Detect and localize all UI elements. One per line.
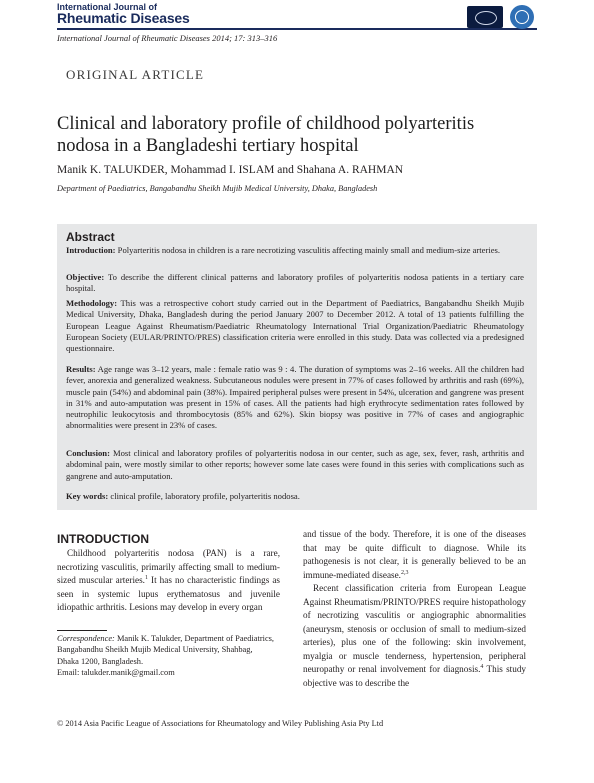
intro-right-p1-text: and tissue of the body. Therefore, it is one of the diseases that may be quite difficult to diagnose. While its pathogenesis is not clear, it is generally believed to be an immune-mediated disease. — [303, 529, 526, 580]
article-title-line-1: Clinical and laboratory profile of childhood polyarteritis — [57, 114, 475, 134]
affiliation: Department of Paediatrics, Bangabandhu Sheikh Mujib Medical University, Dhaka, Bangladesh — [57, 184, 378, 193]
journal-name: Rheumatic Diseases — [57, 10, 190, 26]
correspondence-email[interactable]: Email: talukder.manik@gmail.com — [57, 667, 175, 677]
abstract-conclusion — [66, 448, 524, 482]
abstract-results — [66, 364, 524, 432]
intro-right-p2-text-b: This study objective was to describe the — [303, 664, 527, 688]
abstract-heading: Abstract — [66, 230, 115, 244]
intro-p1-text-b: It has no characteristic findings as seen in systemic lupus erythematosus and juvenile idiopathic arthritis. Lesions may develop in every organ — [57, 575, 280, 612]
introduction-paragraph-2 — [303, 582, 526, 690]
abstract-introduction-text: Polyarteritis nodosa in children is a rare necrotizing vasculitis affecting mainly small and medium-size arteries. — [115, 245, 501, 255]
intro-right-p2-text-a: Recent classification criteria from European League Against Rheumatism/PRINTO/PRES require histopathology of necrotizing vasculitis or angiographic abnormalities (aneurysm, stenosis or occlusion of small to medium-sized arteries), plus one of the following: skin involvement, myalgia or muscle tenderness, hypertension, peripheral neuropathy or renal involvement for diagnosis. — [303, 583, 526, 674]
abstract-conclusion-label: Conclusion: — [66, 448, 110, 458]
article-title — [57, 113, 537, 157]
abstract-objective-label: Objective: — [66, 272, 105, 282]
apla-logo-icon — [467, 6, 503, 28]
abstract-methodology-text: This was a retrospective cohort study carried out in the Department of Paediatrics, Bangabandhu Sheikh Mujib Medical University, Dhaka, Bangladesh during the period January 2007 to December 2012. A total of 13 patients fulfilling the European League Against Rheumatism/Paediatric Rheumatology International Trial Organization/Paediatric Rheumatology European Society (EULAR/PRINTO/PRES) classification criteria were enrolled in this study. Data was collected via a predesigned questionnaire. — [66, 298, 524, 354]
introduction-paragraph-1 — [57, 547, 280, 615]
header-rule — [57, 28, 537, 30]
correspondence-line-2: Bangabandhu Sheikh Mujib Medical University, Shahbag, — [57, 645, 253, 655]
journal-name-prefix: International Journal of — [57, 2, 158, 12]
correspondence-line-3: Dhaka 1200, Bangladesh. — [57, 656, 144, 666]
citation-ref-4[interactable]: 4 — [480, 663, 484, 670]
abstract-objective — [66, 272, 524, 295]
correspondence-name: Manik K. Talukder, Department of Paediatrics, — [114, 634, 275, 643]
abstract-objective-text: To describe the different clinical patterns and laboratory profiles of polyarteritis nodosa patients in a tertiary care hospital. — [66, 272, 524, 294]
copyright-footer: © 2014 Asia Pacific League of Associations for Rheumatology and Wiley Publishing Asia Pty Ltd — [57, 719, 384, 728]
abstract-conclusion-text: Most clinical and laboratory profiles of polyarteritis nodosa in our center, such as age, sex, fever, rash, arthritis and abdominal pain, were mostly similar to other reports; however some late cases were found in this series with complications such as gangrene and auto-amputation. — [66, 448, 524, 481]
correspondence — [57, 633, 297, 678]
abstract-methodology — [66, 298, 524, 354]
abstract-methodology-label: Methodology: — [66, 298, 118, 308]
correspondence-rule — [57, 630, 107, 631]
keywords-label: Key words: — [66, 491, 109, 501]
intro-p1-text-a: Childhood polyarteritis nodosa (PAN) is a rare, necrotizing vasculitis, primarily affecting small to medium-sized muscular arteries. — [57, 548, 280, 585]
abstract-results-text: Age range was 3–12 years, male : female ratio was 9 : 4. The duration of symptoms was 2–16 weeks. All the children had fever, anorexia and generalized weakness. Subcutaneous nodules were present in 77% of cases followed by arthritis and rash (69%), muscle pain (54%) and abdominal pain (38%). Impaired peripheral pulses were present in 54%, ulceration and gangrene was present in 31% and auto-amputation was present in 15% of cases. All the patients had high erythrocyte sedimentation rates followed by neutrophilic leukocytosis and thrombocytosis (85% and 62%). Skin biopsy was positive in 77% of cases and angiographic abnormalities were present in 23% of cases. — [66, 364, 524, 431]
abstract-results-label: Results: — [66, 364, 96, 374]
introduction-heading: INTRODUCTION — [57, 532, 149, 546]
citation-ref-1[interactable]: 1 — [144, 574, 148, 581]
correspondence-label: Correspondence: — [57, 634, 115, 643]
citation: International Journal of Rheumatic Diseases 2014; 17: 313–316 — [57, 33, 278, 43]
introduction-right-column — [303, 528, 526, 690]
authors: Manik K. TALUKDER, Mohammad I. ISLAM and Shahana A. RAHMAN — [57, 164, 404, 176]
article-title-line-2: nodosa in a Bangladeshi tertiary hospital — [57, 136, 359, 156]
abstract-introduction-label: Introduction: — [66, 245, 116, 255]
citation-ref-2-3[interactable]: 2,3 — [400, 569, 409, 576]
keywords — [66, 491, 300, 501]
abstract-introduction — [66, 245, 524, 256]
introduction-left-column — [57, 547, 280, 615]
globe-logo-icon — [510, 5, 534, 29]
article-type: ORIGINAL ARTICLE — [66, 67, 205, 82]
introduction-paragraph-1-continued — [303, 528, 526, 582]
correspondence-line-1 — [57, 633, 297, 644]
keywords-text: clinical profile, laboratory profile, polyarteritis nodosa. — [108, 491, 300, 501]
